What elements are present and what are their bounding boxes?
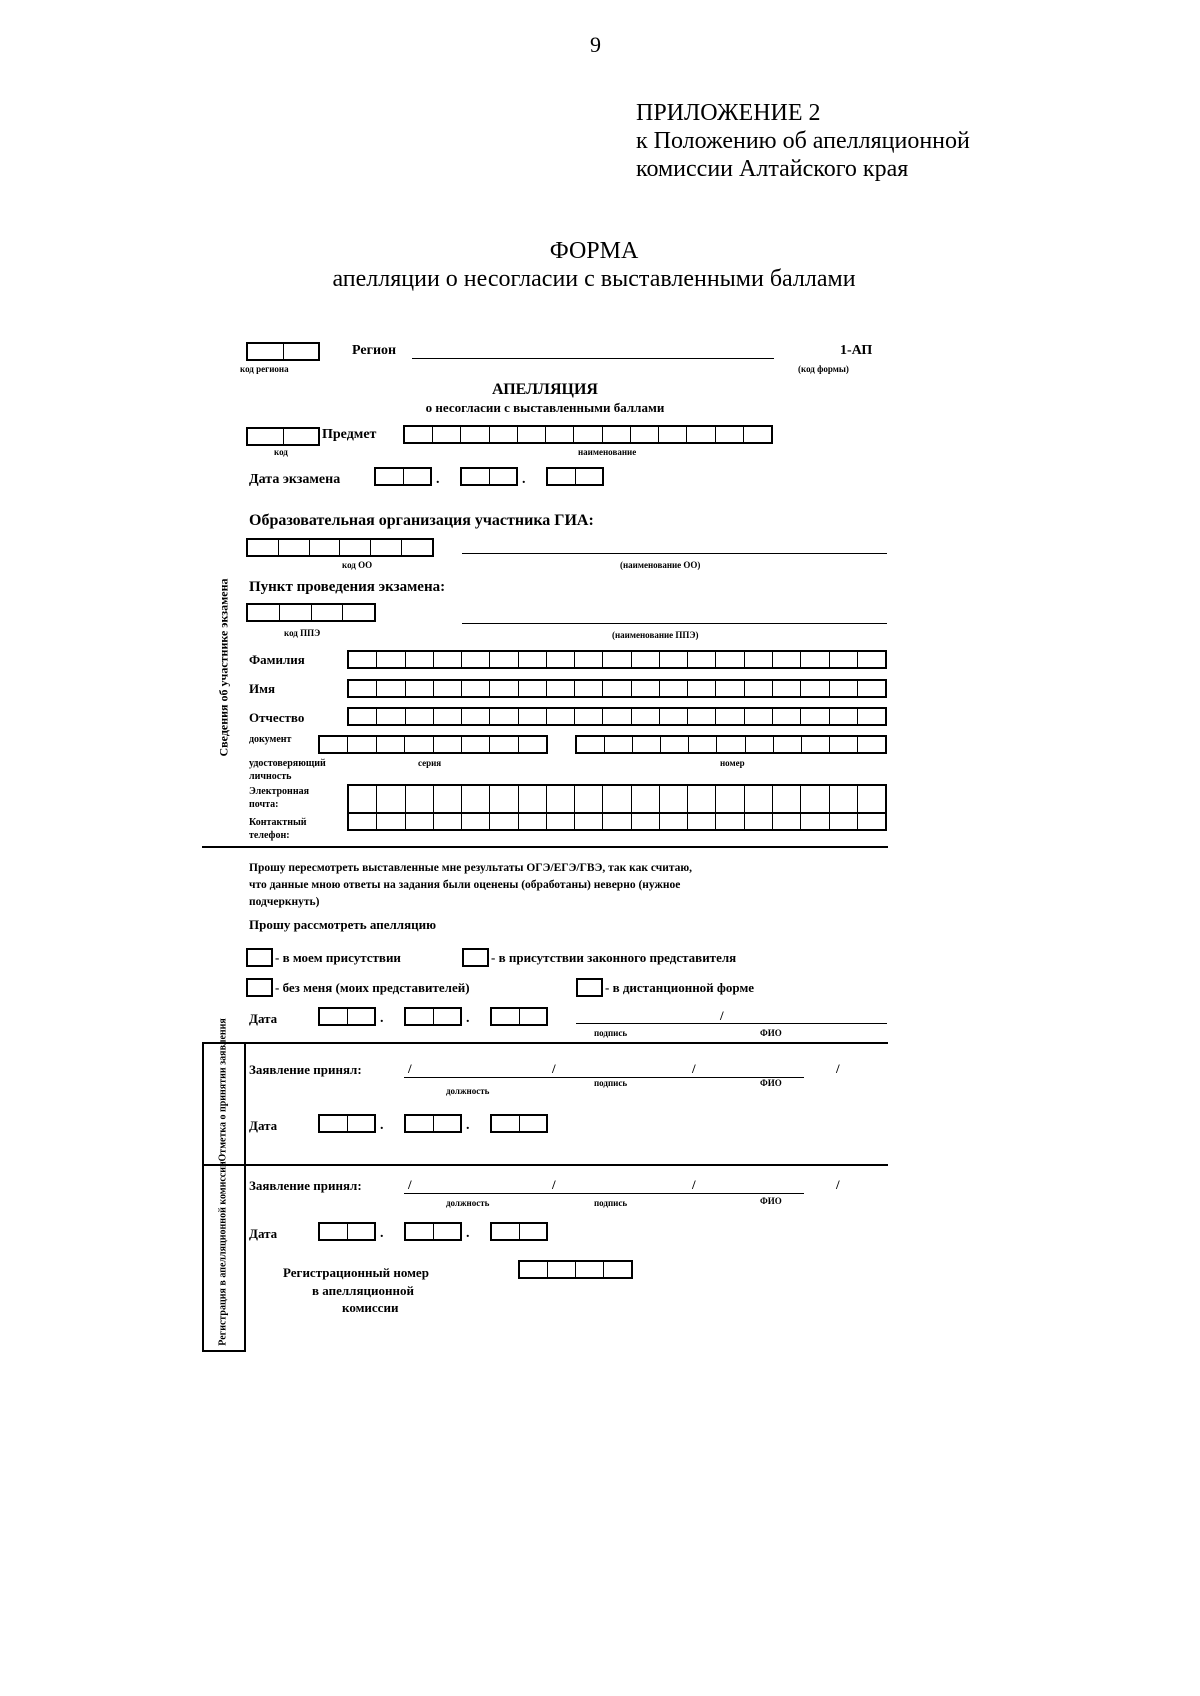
ppe-code-caption: код ППЭ [284, 628, 321, 638]
side-label-participant: Сведения об участнике экзамена [216, 578, 231, 757]
appendix-line2: комиссии Алтайского края [636, 156, 909, 182]
request-text-line3: подчеркнуть) [249, 896, 320, 908]
date1-year[interactable] [490, 1007, 548, 1026]
subject-code-caption: код [274, 447, 288, 457]
school-name-line[interactable] [462, 553, 887, 554]
option4-checkbox[interactable] [576, 978, 603, 997]
date2-dot2: . [466, 1118, 470, 1133]
reg-number-line1: Регистрационный номер [283, 1265, 429, 1280]
section-divider-2 [202, 1042, 888, 1044]
accepted-slash-1b: / [552, 1061, 556, 1076]
school-label: Образовательная организация участника ГИА: [249, 512, 594, 529]
date1-dot1: . [380, 1011, 384, 1026]
option1-checkbox[interactable] [246, 948, 273, 967]
accepted-line-2[interactable] [404, 1193, 804, 1194]
lastname-label: Фамилия [249, 652, 305, 667]
accepted-slash-2c: / [692, 1177, 696, 1192]
page-number: 9 [590, 32, 601, 57]
date1-month[interactable] [404, 1007, 462, 1026]
phone-label: Контактный [249, 817, 307, 828]
signature-caption-1: подпись [594, 1028, 628, 1038]
ppe-name-caption: (наименование ППЭ) [612, 630, 699, 640]
email-label: Электронная [249, 786, 309, 797]
exam-date-dot2: . [522, 472, 526, 487]
region-code-cells[interactable] [246, 342, 320, 361]
appendix-title: ПРИЛОЖЕНИЕ 2 [636, 100, 821, 126]
side-label-register: Регистрация в апелляционной комиссии [217, 1161, 229, 1346]
slash-1: / [720, 1008, 724, 1023]
request-text-line2: что данные мною ответы на задания были оценены (обработаны) неверно (нужное [249, 879, 681, 891]
date2-dot1: . [380, 1118, 384, 1133]
side-label-accept: Отметка о принятии заявления [217, 1018, 229, 1162]
signature-line-1[interactable] [576, 1023, 887, 1024]
region-code-caption: код региона [240, 364, 289, 374]
date3-dot1: . [380, 1226, 384, 1241]
subject-code-cells[interactable] [246, 427, 320, 446]
subject-name-caption: наименование [578, 447, 637, 457]
register-box-bottom [202, 1350, 246, 1352]
form-code: 1-АП [840, 343, 873, 358]
date3-day[interactable] [318, 1222, 376, 1241]
ppe-name-line[interactable] [462, 623, 887, 624]
form-heading-subtitle: апелляции о несогласии с выставленными баллами [332, 266, 856, 292]
accepted-slash-2a: / [408, 1177, 412, 1192]
series-caption: серия [418, 758, 442, 768]
email-cells[interactable] [347, 784, 887, 814]
subject-name-cells[interactable] [403, 425, 773, 444]
position-caption-2: должность [446, 1198, 490, 1208]
document-label3: личность [249, 771, 292, 782]
school-code-cells[interactable] [246, 538, 434, 557]
signature-caption-2: подпись [594, 1078, 628, 1088]
document-number-cells[interactable] [575, 735, 887, 754]
accepted-slash-1a: / [408, 1061, 412, 1076]
date3-year[interactable] [490, 1222, 548, 1241]
middlename-label: Отчество [249, 710, 305, 725]
date-label-1: Дата [249, 1011, 278, 1026]
position-caption-1: должность [446, 1086, 490, 1096]
fio-caption-1: ФИО [760, 1028, 782, 1038]
fio-caption-2: ФИО [760, 1078, 782, 1088]
ppe-label: Пункт проведения экзамена: [249, 579, 446, 595]
date2-year[interactable] [490, 1114, 548, 1133]
phone-label2: телефон: [249, 830, 290, 841]
firstname-label: Имя [249, 681, 275, 696]
email-label2: почта: [249, 799, 279, 810]
date2-month[interactable] [404, 1114, 462, 1133]
request-text-line1: Прошу пересмотреть выставленные мне результаты ОГЭ/ЕГЭ/ГВЭ, так как считаю, [249, 862, 693, 874]
reg-number-line2: в апелляционной [312, 1283, 414, 1298]
option2-label: - в присутствии законного представителя [491, 950, 737, 965]
date1-dot2: . [466, 1011, 470, 1026]
form-heading-title: ФОРМА [549, 238, 639, 264]
date3-dot2: . [466, 1226, 470, 1241]
region-line[interactable] [412, 358, 774, 359]
accept-box-right [244, 1042, 246, 1164]
date2-day[interactable] [318, 1114, 376, 1133]
accepted-slash-2d: / [836, 1177, 840, 1192]
school-code-caption: код ОО [342, 560, 373, 570]
date1-day[interactable] [318, 1007, 376, 1026]
reg-number-line3: комиссии [342, 1300, 399, 1315]
signature-caption-3: подпись [594, 1198, 628, 1208]
accept-box-left [202, 1042, 204, 1164]
region-label: Регион [352, 343, 397, 358]
phone-cells[interactable] [347, 812, 887, 831]
option2-checkbox[interactable] [462, 948, 489, 967]
section-divider-3 [202, 1164, 888, 1166]
ppe-code-cells[interactable] [246, 603, 376, 622]
document-series-cells[interactable] [318, 735, 548, 754]
date-label-2: Дата [249, 1118, 278, 1133]
accepted-slash-1d: / [836, 1061, 840, 1076]
register-box-left [202, 1164, 204, 1352]
accepted-slash-1c: / [692, 1061, 696, 1076]
school-name-caption: (наименование ОО) [620, 560, 701, 570]
option3-label: - без меня (моих представителей) [275, 980, 470, 995]
date-label-3: Дата [249, 1226, 278, 1241]
exam-date-label: Дата экзамена [249, 472, 341, 487]
exam-date-day[interactable] [374, 467, 432, 486]
consider-label: Прошу рассмотреть апелляцию [249, 917, 437, 932]
middlename-cells[interactable] [347, 707, 887, 726]
register-box-right [244, 1164, 246, 1352]
appendix-line1: к Положению об апелляционной [636, 128, 970, 154]
accepted-label-1: Заявление принял: [249, 1062, 362, 1077]
accepted-label-2: Заявление принял: [249, 1178, 362, 1193]
option1-label: - в моем присутствии [275, 950, 401, 965]
date3-month[interactable] [404, 1222, 462, 1241]
document-label2: удостоверяющий [249, 758, 326, 769]
number-caption: номер [720, 758, 745, 768]
option3-checkbox[interactable] [246, 978, 273, 997]
section-divider-1 [202, 846, 888, 848]
exam-date-month[interactable] [460, 467, 518, 486]
doc-subtitle: о несогласии с выставленными баллами [425, 400, 665, 415]
form-code-caption: (код формы) [798, 364, 849, 374]
exam-date-year[interactable] [546, 467, 604, 486]
exam-date-dot1: . [436, 472, 440, 487]
document-label: документ [249, 734, 292, 745]
fio-caption-3: ФИО [760, 1196, 782, 1206]
accepted-slash-2b: / [552, 1177, 556, 1192]
doc-title: АПЕЛЛЯЦИЯ [492, 381, 598, 398]
reg-number-cells[interactable] [518, 1260, 633, 1279]
firstname-cells[interactable] [347, 679, 887, 698]
lastname-cells[interactable] [347, 650, 887, 669]
subject-label: Предмет [322, 427, 377, 442]
option4-label: - в дистанционной форме [605, 980, 755, 995]
